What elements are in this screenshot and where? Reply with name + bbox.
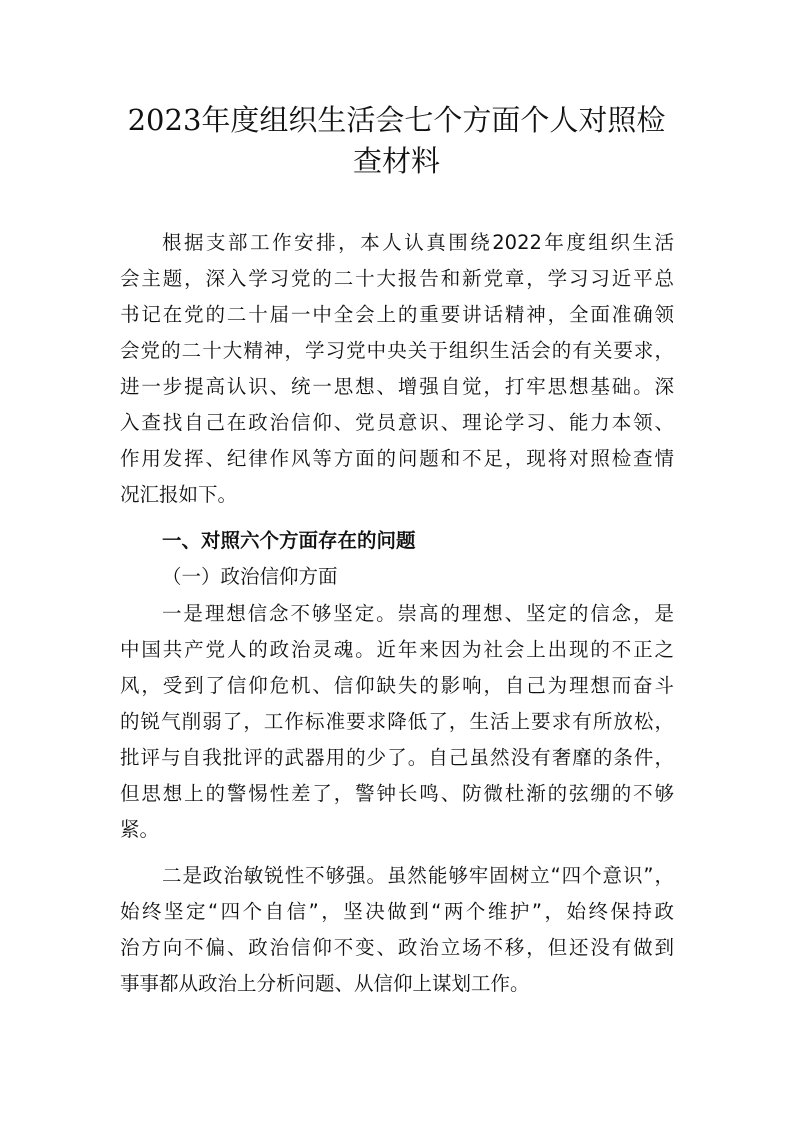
intro-paragraph-line: 进一步提高认识、统一思想、增强自觉，打牢思想基础。深 [120, 375, 674, 398]
paragraph-line: 一是理想信念不够坚定。崇高的理想、坚定的信念，是 [162, 602, 674, 625]
intro-paragraph-line: 况汇报如下。 [120, 483, 238, 506]
intro-paragraph-line: 会主题，深入学习党的二十大报告和新党章，学习习近平总 [120, 267, 674, 290]
paragraph-line: 治方向不偏、政治信仰不变、政治立场不移，但还没有做到 [120, 936, 674, 959]
intro-paragraph-line: 根据支部工作安排，本人认真围绕2022年度组织生活 [162, 231, 674, 254]
section-heading: 一、对照六个方面存在的问题 [162, 529, 416, 552]
paragraph-line: 中国共产党人的政治灵魂。近年来因为社会上出现的不正之 [120, 638, 674, 661]
paragraph-line: 事事都从政治上分析问题、从信仰上谋划工作。 [120, 972, 530, 995]
intro-paragraph-line: 会党的二十大精神，学习党中央关于组织生活会的有关要求， [120, 339, 674, 362]
paragraph-line: 始终坚定“四个自信”，坚决做到“两个维护”，始终保持政 [120, 900, 674, 923]
intro-paragraph-line: 作用发挥、纪律作风等方面的问题和不足，现将对照检查情 [120, 447, 674, 470]
paragraph-line: 紧。 [120, 818, 160, 841]
document-title-line-1: 2023年度组织生活会七个方面个人对照检 [127, 103, 666, 137]
paragraph-line: 的锐气削弱了，工作标准要求降低了，生活上要求有所放松， [120, 710, 674, 733]
paragraph-line: 二是政治敏锐性不够强。虽然能够牢固树立“四个意识”， [162, 864, 674, 887]
intro-paragraph-line: 入查找自己在政治信仰、党员意识、理论学习、能力本领、 [120, 411, 674, 434]
intro-paragraph-line: 书记在党的二十届一中全会上的重要讲话精神，全面准确领 [120, 303, 674, 326]
document-title-line-2: 查材料 [352, 144, 440, 178]
subsection-heading: （一）政治信仰方面 [162, 565, 338, 588]
paragraph-line: 但思想上的警惕性差了，警钟长鸣、防微杜渐的弦绷的不够 [120, 782, 674, 805]
paragraph-line: 批评与自我批评的武器用的少了。自己虽然没有奢靡的条件， [120, 746, 674, 769]
paragraph-line: 风，受到了信仰危机、信仰缺失的影响，自己为理想而奋斗 [120, 674, 674, 697]
